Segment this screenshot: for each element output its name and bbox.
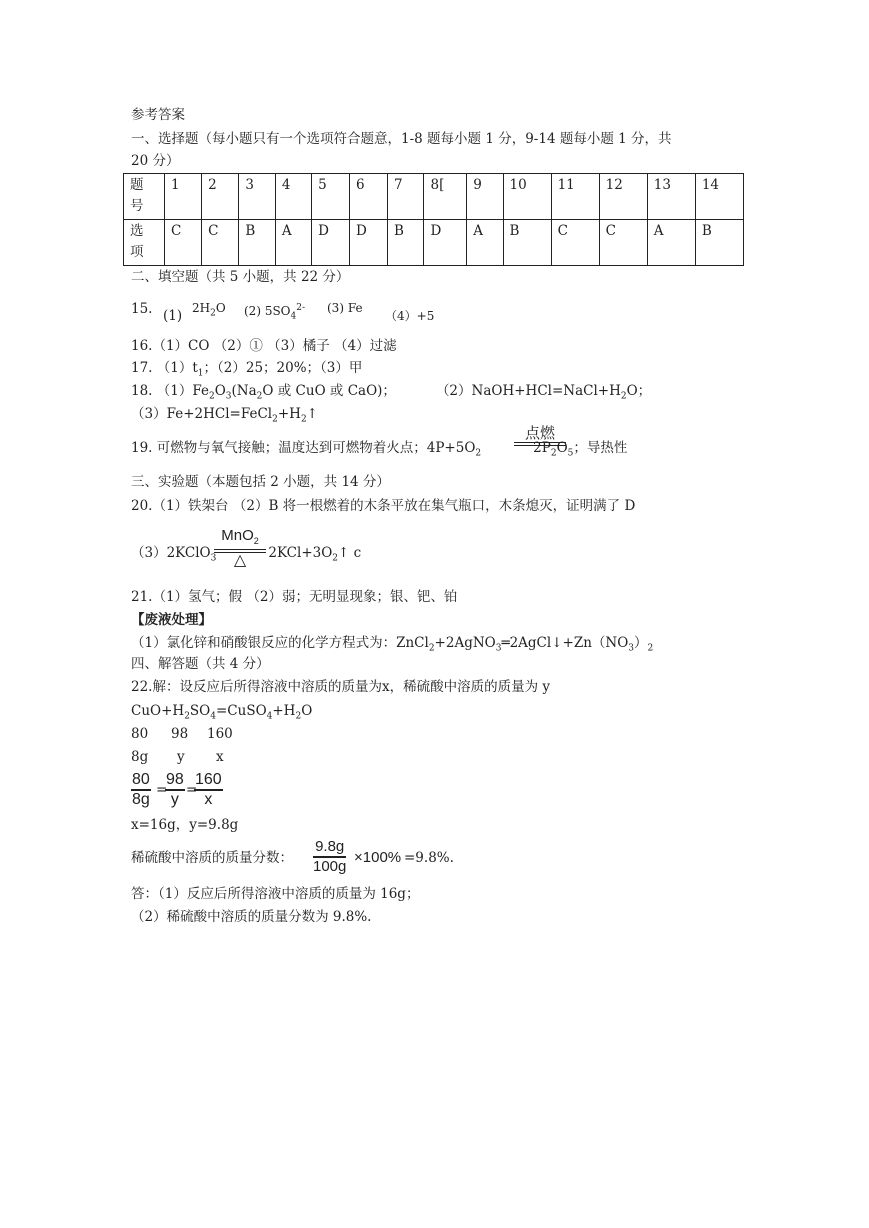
final-answer-1: 答：（1）反应后所得溶液中溶质的质量为 16g； xyxy=(131,886,420,902)
q20-line1: 20.（1）铁架台 （2）B 将一根燃着的木条平放在集气瓶口，木条熄灭，证明满了 D xyxy=(131,498,636,514)
molar-mass: 98 xyxy=(171,726,189,742)
ratio-fraction-2: $\frac{98}{y}$ xyxy=(166,771,184,808)
catalyst-label: MnO$_2$ xyxy=(221,527,259,546)
heat-triangle-icon: △ xyxy=(233,552,247,569)
q15-part4: （4）+5 xyxy=(385,309,435,323)
equation-double-line xyxy=(514,442,566,446)
table-cell: 4 xyxy=(275,174,311,220)
table-row-answers xyxy=(124,220,744,266)
section2-heading: 二、填空题（共 5 小题，共 22 分） xyxy=(131,269,350,285)
table-cell: B xyxy=(503,220,551,266)
q18-line1: 18. $(1)Fe_2O_3(Na_2O$ 或 CuO 或 CaO)； $(2)NaOH+HCl=NaCl+H_2O$； xyxy=(131,383,652,402)
row-label-option: 选 项 xyxy=(124,220,165,266)
q17: 17. $(1)t_1$；（2）25；20%；（3）甲 xyxy=(131,360,363,379)
table-cell: 11 xyxy=(551,174,599,220)
percent-result: =9.8%. xyxy=(404,850,454,866)
molar-mass: 160 xyxy=(207,726,233,742)
ratio-fraction-1: $\frac{80}{8g}$ xyxy=(132,771,150,808)
table-cell: B xyxy=(239,220,276,266)
q18-line2: $(3)Fe+2HCl=FeCl_2+H_2↑$ xyxy=(131,406,318,425)
section1-heading: 一、选择题（每小题只有一个选项符合题意，1-8 题每小题 1 分，9-14 题每小题 1 分，共 xyxy=(131,131,672,147)
waste-heading: 【废液处理】 xyxy=(131,612,212,628)
section4-heading: 四、解答题（共 4 分） xyxy=(131,656,270,672)
q16: 16.（1）CO （2）① （3）橘子 （4）过滤 xyxy=(131,338,397,354)
table-cell: 7 xyxy=(387,174,424,220)
table-cell: D xyxy=(350,220,388,266)
q15-part1-label: (1) xyxy=(163,308,183,324)
table-cell: 14 xyxy=(695,174,743,220)
table-cell: C xyxy=(202,220,239,266)
table-cell: 10 xyxy=(503,174,551,220)
q22-result: x=16g，y=9.8g xyxy=(131,817,239,833)
table-cell: B xyxy=(695,220,743,266)
percent-label: 稀硫酸中溶质的质量分数： xyxy=(131,850,293,866)
table-cell: A xyxy=(467,220,503,266)
equals-sign: = xyxy=(156,782,168,798)
table-cell: C xyxy=(599,220,647,266)
q20-line2: （3）2KClO$_3$ $2KCl+3O_2↑$ c xyxy=(131,545,362,564)
unknown-value: y xyxy=(177,749,185,765)
row-label-number: 题 号 xyxy=(124,174,165,220)
equals-sign: = xyxy=(186,782,198,798)
table-cell: A xyxy=(275,220,311,266)
section3-heading: 三、实验题（本题包括 2 小题，共 14 分） xyxy=(131,474,390,490)
table-cell: 3 xyxy=(239,174,276,220)
table-cell: 12 xyxy=(599,174,647,220)
page-title: 参考答案 xyxy=(131,107,185,123)
table-cell: 13 xyxy=(647,174,695,220)
percent-times: ×100% xyxy=(354,849,402,866)
q22-equation: $CuO+H_2SO_4=CuSO_4+H_2O$ xyxy=(131,703,313,722)
table-cell: 6 xyxy=(350,174,388,220)
answer-table xyxy=(123,173,744,266)
unknown-value: x xyxy=(216,749,224,765)
final-answer-2: （2）稀硫酸中溶质的质量分数为 9.8%. xyxy=(131,909,372,925)
table-cell: A xyxy=(647,220,695,266)
table-cell: D xyxy=(312,220,350,266)
table-cell: 9 xyxy=(467,174,503,220)
q19-reaction-condition xyxy=(514,426,566,446)
q15-part3: (3) Fe xyxy=(327,301,363,315)
percent-fraction: $\frac{9.8g}{100g}$ xyxy=(313,838,347,875)
q22-intro: 22.解：设反应后所得溶液中溶质的质量为x，稀硫酸中溶质的质量为 y xyxy=(131,679,551,695)
q15-part1-answer: $2H_2O$ xyxy=(192,301,226,319)
table-cell: C xyxy=(165,220,202,266)
table-cell: B xyxy=(387,220,424,266)
table-cell: 2 xyxy=(202,174,239,220)
table-cell: 8[ xyxy=(424,174,467,220)
molar-mass: 80 xyxy=(131,726,149,742)
table-row-numbers xyxy=(124,174,744,220)
waste-equation: （1）氯化锌和硝酸银反应的化学方程式为：$ZnCl_2+2AgNO_3═2AgCl↓+Zn(NO_3)_2$ xyxy=(131,635,654,654)
q19: 19. 可燃物与氧气接触；温度达到可燃物着火点；$4P+5O_2$ $2P_2O_5$；导热性 xyxy=(131,440,628,459)
q15-part2: (2) $5SO_4^{2-}$ xyxy=(244,303,306,322)
condition-ignite: 点燃 xyxy=(524,425,555,442)
table-cell: 5 xyxy=(312,174,350,220)
table-cell: D xyxy=(424,220,467,266)
q21: 21.（1）氢气；假 （2）弱；无明显现象；银、钯、铂 xyxy=(131,589,458,605)
section1-heading-cont: 20 分） xyxy=(131,153,180,169)
table-cell: C xyxy=(551,220,599,266)
q15-number: 15. xyxy=(131,301,153,317)
table-cell: 1 xyxy=(165,174,202,220)
unknown-value: 8g xyxy=(131,749,149,765)
ratio-fraction-3: $\frac{160}{x}$ xyxy=(195,771,222,808)
q20-reaction-condition xyxy=(214,528,266,569)
